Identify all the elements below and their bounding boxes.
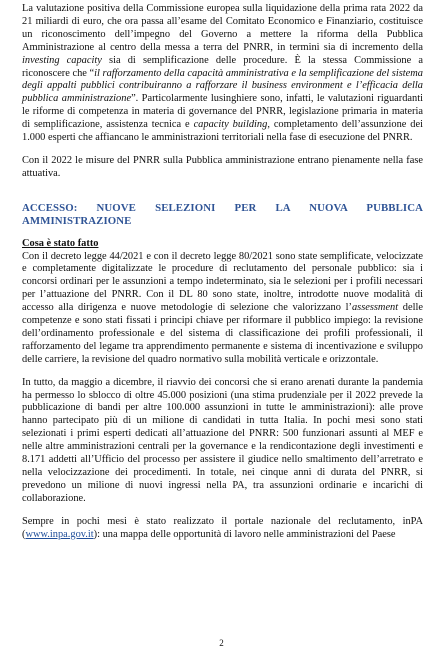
subheading: Cosa è stato fatto — [22, 237, 99, 249]
paragraph-portal — [22, 516, 423, 542]
inpa-link[interactable]: www.inpa.gov.it — [25, 528, 94, 540]
italic-quote: il rafforzamento della capacità amministrativa e la semplificazione del sistema degli appalti pubblici contribuiranno a rafforzare il business environment e l’efficacia della pubblica amministrazione — [22, 67, 423, 105]
text-run: Sempre in pochi mesi è stato realizzato il portale nazionale del reclutamento, inPA ( — [22, 515, 423, 540]
text-run: ): una mappa delle opportunità di lavoro nelle amministrazioni del Paese — [93, 528, 396, 540]
text-run: Con il decreto legge 44/2021 e con il decreto legge 80/2021 sono state semplificate, velocizzate e completamente digitalizzate le procedure di reclutamento del personale pubblico: sia i concorsi ordinari per le assunzioni a tempo indeterminato, sia le selezioni per i profili necessari per l’attuazione del PNRR. Con il DL 80 sono state, inoltre, introdotte nuove modalità di accesso alla dirigenza e nuove metodologie di selezione che valorizzano l’ — [22, 250, 423, 314]
text-run: La valutazione positiva della Commissione europea sulla liquidazione della prima rata 2022 da 21 miliardi di euro, che ora passa all’esame del Comitato Economico e Finanziario, costituisce un riconoscimento dell’impegno del Governo a mettere la riforma della Pubblica Amministrazione al centro della messa a terra del PNRR, in termini sia di incremento della — [22, 3, 423, 53]
italic-term: capacity building — [193, 119, 268, 131]
text-run: , completamento dell’assunzione dei 1.000 esperti che affiancano le amministrazioni territoriali nella fase di esecuzione del PNRR. — [22, 119, 423, 144]
paragraph-hiring-numbers: In tutto, da maggio a dicembre, il riavvio dei concorsi che si erano arenati durante la pandemia ha permesso lo sblocco di oltre 45.000 posizioni (una stima prudenziale per il 2022 prevede la pubblicazione di bandi per altre 100.000 assunzioni in tutte le amministrazioni): alle prove hanno partecipato più di un milione di candidati in tutta Italia. In pochi mesi sono stati selezionati i primi esperti dedicati all’attuazione del PNRR: 500 funzionari assunti al MEF e nelle altre amministrazioni centrali per la governance e la rendicontazione degli investimenti e 8.171 addetti all’Ufficio del processo per assistere il giudice nello smaltimento dell’arretrato e nella velocizzazione dei procedimenti. In totale, nei cinque anni di durata del PNRR, si prevedono un milione di nuovi ingressi nella PA, tra assunzioni ordinarie e incarichi di collaborazione. — [22, 376, 423, 504]
text-run: delle competenze e sono stati fissati i principi chiave per riformare il pubblico impiego: la revisione dell’ordinamento professionale e del sistema di classificazione dei profili professionali, il rafforzamento del legame tra apprendimento permanente e sistema di incentivazione e sviluppo delle carriere, la revisione del quadro normativo sulla mobilità verticale e orizzontale. — [22, 302, 423, 365]
paragraph-commission-evaluation — [22, 3, 423, 145]
paragraph-decrees — [22, 251, 423, 367]
page-number: 2 — [219, 638, 224, 648]
paragraph-implementation-phase: Con il 2022 le misure del PNRR sulla Pubblica amministrazione entrano pienamente nella fase attuativa. — [22, 154, 423, 179]
italic-term: assessment — [351, 302, 399, 314]
text-run: ”. Particolarmente lusinghiere sono, infatti, le valutazioni riguardanti le riforme di competenza in materia di governance del PNRR, legislazione primaria in materia di semplificazione, assistenza tecnica e — [22, 93, 424, 131]
italic-term: investing capacity — [22, 54, 102, 66]
text-run: sia di semplificazione delle procedure. È la stessa Commissione a riconoscere che “ — [22, 54, 424, 79]
section-heading: ACCESSO: NUOVE SELEZIONI PER LA NUOVA PUBBLICA AMMINISTRAZIONE — [22, 201, 423, 227]
